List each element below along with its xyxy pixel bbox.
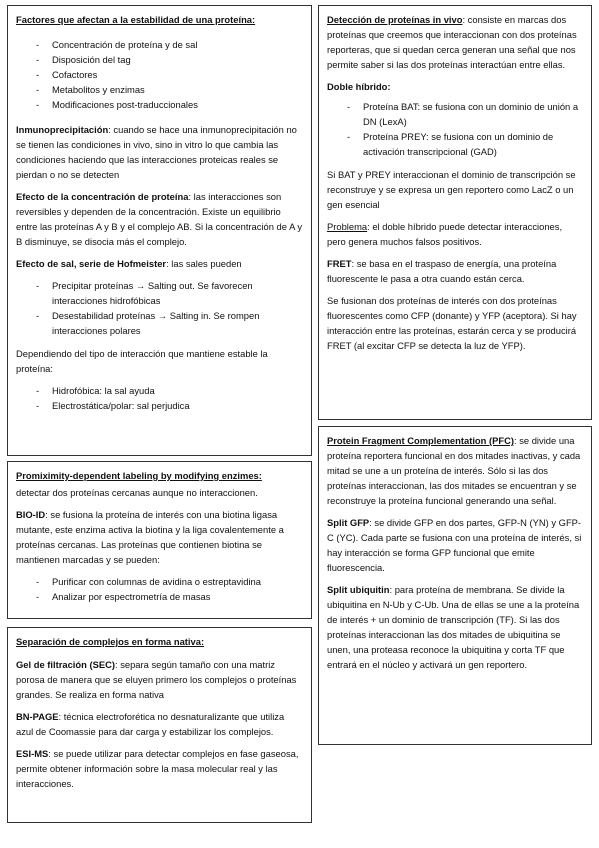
inmuno-term: Inmunoprecipitación — [16, 124, 109, 135]
conc-term: Efecto de la concentración de proteína — [16, 191, 189, 202]
conc-text: : las interacciones son reversibles y dependen de la concentración. Existe un equilibrio entre las proteínas A y B y el complejo AB. Si la concentración de A y B disminuye, se disocia más el complejo. — [16, 191, 303, 247]
pfc-paragraph — [327, 433, 583, 508]
box-native-separation — [7, 627, 312, 823]
ubi-text: : para proteína de membrana. Se divide la ubiquitina en N-Ub y C-Ub. Una de ellas se une a la proteína de interés + un dominio de transcripción (TF). Si las dos proteínas interaccionan las dos mitades de ubiquitina se unen, una proteasa reconoce la ubiquitina y corta TF que entrará en el núcleo y activará un gen reportero. — [327, 584, 580, 670]
bioid-list — [16, 574, 303, 604]
prob-text: : el doble híbrido puede detectar interacciones, pero genera muchos falsos positivos. — [327, 221, 563, 247]
inmuno-text: : cuando se hace una inmunoprecipitación no se tienen las condiciones in vivo, sino in vitro lo que cambia las condiciones haciendo que las interacciones proteicas reales se pierdan o no se detecten — [16, 124, 297, 180]
list-item: - Purificar con columnas de avidina o estreptavidina — [16, 574, 303, 589]
gel-term: Gel de filtración (SEC) — [16, 659, 115, 670]
fret-text: : se basa en el traspaso de energía, una proteína fluorescente le pasa a otra cuando están cerca. — [327, 258, 557, 284]
list-item: - Metabolitos y enzimas — [16, 82, 303, 97]
list-item: - Cofactores — [16, 67, 303, 82]
bn-term: BN-PAGE — [16, 711, 59, 722]
gel-text: : separa según tamaño con una matriz porosa de manera que se eluyen primero los complejos o proteínas grandes. Se realiza en forma nativa — [16, 659, 297, 700]
list-item: - Modificaciones post-traduccionales — [16, 97, 303, 112]
bn-text: : técnica electroforética no desnaturalizante que utiliza azul de Coomassie para dar carga y estabilizar los complejos. — [16, 711, 285, 737]
gfp-paragraph — [327, 515, 583, 575]
sal-list — [16, 278, 303, 338]
bioid-term: BIO-ID — [16, 509, 46, 520]
tipo-paragraph: Dependiendo del tipo de interacción que mantiene estable la proteína: — [16, 348, 268, 374]
gel-paragraph — [16, 657, 303, 702]
fret-paragraph-2: Se fusionan dos proteínas de interés con dos proteínas fluorescentes como CFP (donante) y YFP (aceptora). Si hay interacción entre las proteínas, estarán cerca y se producirá FRET (al excitar CFP se detecta la luz de YFP). — [327, 295, 577, 351]
sal-term: Efecto de sal, serie de Hofmeister — [16, 258, 167, 269]
esi-text: : se puede utilizar para detectar complejos en fase gaseosa, permite obtener información sobre la masa molecular real y las interacciones. — [16, 748, 299, 789]
det-text: : consiste en marcas dos proteínas que creemos que interaccionan con dos proteínas reporteras, que si quedan cerca generan una señal que nos permite saber si las dos proteínas interactúan entre ellas. — [327, 14, 577, 70]
gfp-text: : se divide GFP en dos partes, GFP-N (YN) y GFP-C (YC). Cada parte se fusiona con una proteína de interés, si hay interacción se forma GFP funcional que emite fluorescencia. — [327, 517, 582, 573]
pfc-term: Protein Fragment Complementation (PFC) — [327, 435, 514, 446]
stability-title: Factores que afectan a la estabilidad de una proteína: — [16, 14, 256, 25]
sal-paragraph — [16, 256, 303, 271]
inmuno-paragraph — [16, 122, 303, 182]
box-stability — [7, 5, 312, 456]
ubi-term: Split ubiquitin — [327, 584, 390, 595]
native-title: Separación de complejos en forma nativa: — [16, 636, 205, 647]
factors-list — [16, 37, 303, 112]
list-item: - Precipitar proteínas → Salting out. Se favorecen interacciones hidrofóbicas — [16, 278, 303, 308]
doble-title: Doble híbrido: — [327, 81, 391, 92]
fret-term: FRET — [327, 258, 352, 269]
sal-text: : las sales pueden — [166, 258, 242, 269]
esi-term: ESI-MS — [16, 748, 49, 759]
gfp-term: Split GFP — [327, 517, 370, 528]
bn-paragraph — [16, 709, 303, 739]
doble-list — [327, 99, 583, 159]
bioid-paragraph — [16, 507, 303, 567]
proximity-intro: detectar dos proteínas cercanas aunque no interaccionen. — [16, 487, 258, 498]
ubi-paragraph — [327, 582, 583, 672]
list-item: - Analizar por espectrometría de masas — [16, 589, 303, 604]
fret-paragraph — [327, 256, 583, 286]
conc-paragraph — [16, 189, 303, 249]
prob-term: Problema — [327, 221, 368, 232]
bioid-text: : se fusiona la proteína de interés con una biotina ligasa mutante, este enzima activa la biotina y la liga covalentemente a proteínas cercanas. Las proteínas que contienen biotina se mantienen marcadas y se pueden: — [16, 509, 284, 565]
det-paragraph — [327, 12, 583, 72]
esi-paragraph — [16, 746, 303, 791]
prob-paragraph — [327, 219, 583, 249]
list-item: - Desestabilidad proteínas → Salting in. Se rompen interacciones polares — [16, 308, 303, 338]
tipo-list — [16, 383, 303, 413]
list-item: - Concentración de proteína y de sal — [16, 37, 303, 52]
det-term: Detección de proteínas in vivo — [327, 14, 463, 25]
list-item: - Disposición del tag — [16, 52, 303, 67]
list-item: - Proteína PREY: se fusiona con un dominio de activación transcripcional (GAD) — [327, 129, 583, 159]
si-paragraph: Si BAT y PREY interaccionan el dominio de transcripción se reconstruye y se expresa un gen reportero como LacZ o un gen esencial — [327, 169, 576, 210]
box-proximity-labeling — [7, 461, 312, 619]
proximity-title: Promiximity-dependent labeling by modifying enzimes: — [16, 470, 262, 481]
list-item: - Hidrofóbica: la sal ayuda — [16, 383, 303, 398]
list-item: - Electrostática/polar: sal perjudica — [16, 398, 303, 413]
list-item: - Proteína BAT: se fusiona con un dominio de unión a DN (LexA) — [327, 99, 583, 129]
pfc-text: : se divide una proteína reportera funcional en dos mitades inactivas, y cada mitad se une a un proteína de interés. Sólo si las dos proteínas interaccionan, las dos mitades se encuentran y se reconstruye la proteína funcional generando una señal. — [327, 435, 581, 506]
box-pfc — [318, 426, 592, 745]
box-in-vivo-detection — [318, 5, 592, 420]
